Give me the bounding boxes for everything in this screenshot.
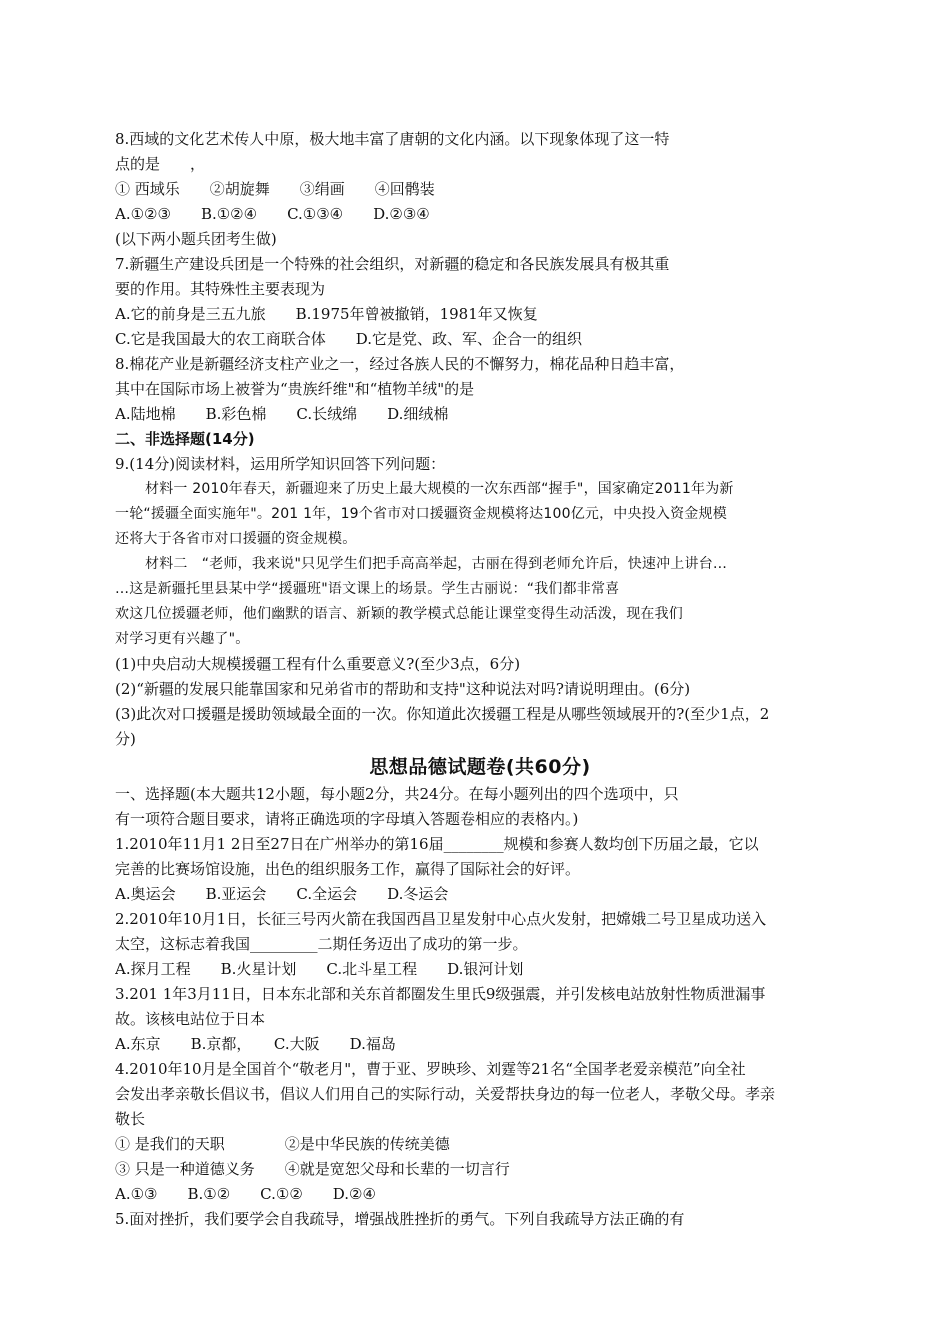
paper-title: 思想品德试题卷(共60分) [369,756,591,778]
q8-history-items: ① 西域乐 ②胡旋舞 ③绢画 ④回鹘装 [115,180,435,198]
morality-section1-line-2: 有一项符合题目要求，请将正确选项的字母填入答题卷相应的表格内。) [115,810,579,828]
m-q4-line-1: 4.2010年10月是全国首个“敬老月"，曹于亚、罗映珍、刘霆等21名“全国孝老爱亲模范”向全社 [115,1060,746,1078]
m-q1-line-2: 完善的比赛场馆设施，出色的组织服务工作，赢得了国际社会的好评。 [115,860,581,878]
material-2-line-2: …这是新疆托里县某中学“援疆班"语文课上的场景。学生古丽说：“我们都非常喜 [115,581,620,597]
m-q1-line-1: 1.2010年11月1 2日至27日在广州举办的第16届________规模和参赛人数均创下历届之最，它以 [115,835,759,853]
m-q3-line-2: 故。该核电站位于日本 [115,1010,266,1028]
q8-cotton-line-1: 8.棉花产业是新疆经济支柱产业之一，经过各族人民的不懈努力，棉花品种日趋丰富， [115,355,685,373]
m-q2-options: A.探月工程 B.火星计划 C.北斗星工程 D.银河计划 [115,960,524,978]
material-2-line-1: 材料二 “老师，我来说"只见学生们把手高高举起，古丽在得到老师允许后，快速冲上讲台… [145,556,728,572]
q7-bingtuan-options-cd: C.它是我国最大的农工商联合体 D.它是党、政、军、企合一的组织 [115,330,582,348]
material-2-line-4: 对学习更有兴趣了"。 [115,631,250,647]
m-q4-line-2: 会发出孝亲敬长倡议书，倡议人们用自己的实际行动，关爱帮扶身边的每一位老人，孝敬父母。孝亲 [115,1085,776,1103]
m-q4-items-34: ③ 只是一种道德义务 ④就是宽恕父母和长辈的一切言行 [115,1160,510,1178]
bingtuan-note: (以下两小题兵团考生做) [115,230,277,248]
q8-history-options: A.①②③ B.①②④ C.①③④ D.②③④ [115,205,430,223]
m-q5-line-1: 5.面对挫折，我们要学会自我疏导，增强战胜挫折的勇气。下列自我疏导方法正确的有 [115,1210,685,1228]
exam-page [115,127,845,1232]
m-q2-line-1: 2.2010年10月1日，长征三号丙火箭在我国西昌卫星发射中心点火发射，把嫦娥二号卫星成功送入 [115,910,767,928]
q9-sub-2: (2)“新疆的发展只能靠国家和兄弟省市的帮助和支持"这种说法对吗?请说明理由。(6分) [115,680,691,698]
material-1-line-2: 一轮“援疆全面实施年"。201 1年，19个省市对口援疆资金规模将达100亿元，中央投入资金规模 [115,506,727,522]
m-q3-line-1: 3.201 1年3月11日，日本东北部和关东首都圈发生里氏9级强震，并引发核电站放射性物质泄漏事 [115,985,766,1003]
q9-intro: 9.(14分)阅读材料，运用所学知识回答下列问题： [115,455,446,473]
m-q4-line-3: 敬长 [115,1110,146,1128]
q8-cotton-line-2: 其中在国际市场上被誉为“贵族纤维"和“植物羊绒"的是 [115,380,475,398]
material-1-line-1: 材料一 2010年春天，新疆迎来了历史上最大规模的一次东西部“握手"，国家确定2011年为新 [145,481,734,497]
material-1-line-3: 还将大于各省市对口援疆的资金规模。 [115,531,357,547]
q8-cotton-options: A.陆地棉 B.彩色棉 C.长绒绵 D.细绒棉 [115,405,449,423]
q7-bingtuan-line-2: 要的作用。其特殊性主要表现为 [115,280,326,298]
material-2-line-3: 欢这几位援疆老师，他们幽默的语言、新颖的教学模式总能让课堂变得生动活泼，现在我们 [115,606,683,622]
q9-sub-1: (1)中央启动大规模援疆工程有什么重要意义?(至少3点，6分) [115,655,521,673]
m-q2-line-2: 太空，这标志着我国_________二期任务迈出了成功的第一步。 [115,935,528,953]
m-q3-options: A.东京 B.京都， C.大阪 D.福岛 [115,1035,396,1053]
m-q4-options: A.①③ B.①② C.①② D.②④ [115,1185,376,1203]
q8-history-line-1: 8.西域的文化艺术传人中原，极大地丰富了唐朝的文化内涵。以下现象体现了这一特 [115,130,670,148]
m-q4-items-12: ① 是我们的天职 ②是中华民族的传统美德 [115,1135,450,1153]
m-q1-options: A.奥运会 B.亚运会 C.全运会 D.冬运会 [115,885,449,903]
section2-heading: 二、非选择题(14分) [115,430,255,448]
q8-history-line-2: 点的是 ， [115,155,206,173]
q9-sub-3-cont: 分) [115,730,136,748]
q7-bingtuan-line-1: 7.新疆生产建设兵团是一个特殊的社会组织，对新疆的稳定和各民族发展具有极其重 [115,255,670,273]
morality-section1-line-1: 一、选择题(本大题共12小题，每小题2分，共24分。在每小题列出的四个选项中，只 [115,785,679,803]
q7-bingtuan-options-ab: A.它的前身是三五九旅 B.1975年曾被撤销，1981年又恢复 [115,305,538,323]
q9-sub-3: (3)此次对口援疆是援助领域最全面的一次。你知道此次援疆工程是从哪些领域展开的?(至少1点，2 [115,705,770,723]
